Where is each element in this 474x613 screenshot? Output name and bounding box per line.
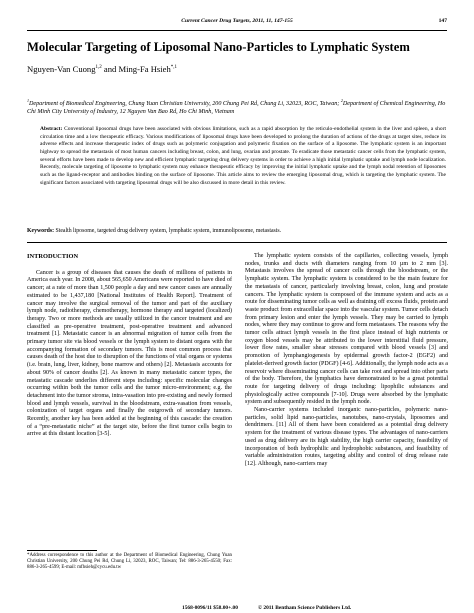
journal-citation: Current Cancer Drug Targets, 2011, 11, 147-155 bbox=[181, 18, 293, 24]
abstract bbox=[40, 126, 446, 187]
footnote-rule bbox=[27, 550, 97, 551]
issn-price: 1568-0096/11 $58.00+.00 bbox=[182, 605, 238, 611]
affiliation-1: Department of Biomedical Engineering, Chung Yuan Christian University, 200 Chung Pei Rd, Chung Li, 32023, ROC, Taiwan; bbox=[29, 101, 341, 108]
section-rule bbox=[27, 242, 447, 243]
section-heading-introduction: INTRODUCTION bbox=[27, 253, 79, 260]
second-author: and Ming-Fa Hsieh bbox=[101, 63, 171, 74]
correspondence-footnote: *Address correspondence to this author at the Department of Biomedical Engineering, Chung Yuan Christian University, 200 Chung Pei Rd, Chung Li, 32023, ROC, Taiwan; Tel: 886-3-265-4550; Fax: 886-3-265-4599; E-mail: mfhsieh@cycu.edu.tw bbox=[27, 553, 232, 571]
author-line bbox=[27, 63, 177, 74]
affiliation-2: Department of Chemical Engineering, Ho Chi Minh City University of Industry, 12 Nguyen Van Bao Rd, Ho Chi Minh, Vietnam bbox=[27, 101, 446, 115]
affiliation-1-sup: 1 bbox=[27, 98, 29, 103]
keywords bbox=[27, 228, 448, 236]
page-footer bbox=[0, 605, 474, 613]
intro-paragraph-3: Nano-carrier systems included inorganic nano-particles, polymeric nano-particles, solid lipid nano-particles, nanotubes, nano-crystals, liposomes and dendrimers. [11] All of them have been considered as a potential drug delivery system for the treatment of various disease types. The advantages of nano-carriers used as drug delivery are its high stability, the high carrier capacity, feasibility of incorporation of both hydrophilic and hydrophobic substances, and feasibility of variable administration routes, targeting ability and control of drug release rate [12]. Although, nano-carriers may bbox=[245, 407, 448, 467]
intro-paragraph-1: Cancer is a group of diseases that causes the death of millions of patients in America each year. In 2008, about 565,650 Americans were reported to have died of cancer; at a rate of more than 1,500 people a day and new cancer cases are annually estimated to be 1,437,180 [National Institutes of Health Report]. Treatment of cancer may involve the surgical removal of the tumor and part of the auxiliary lymph node, radiotherapy, chemotherapy, hormone therapy and targeted (localized) therapy. Two or more methods are usually utilized in the cancer treatment and are classified as pre-operative treatment, post-operative treatment and advanced treatment [1]. Metastatic cancer is an abnormal migration of tumor cells from the primary tumor site via blood vessels or the lymph system to distant organs with the accompanying formation of secondary tumors. This is most common process that causes death of the host due to disruption of the functions of vital organs or systems (i.e. brain, lung, liver, kidney, bone marrow and others) [2]. Metastasis accounts for about 90% of cancer deaths [2]. As known in many metastatic cancer types, the metastatic cascade underlies different steps including: specific molecular changes occurring within both the tumor cells and the tumor micro-environment; e.g. the detachment into the tumor stroma, intra-vasation into pre-existing and newly formed blood and lymph vessels, survival in the bloodstream, extra-vasation from vessels, colonization of target organs and finally the outgrowth of secondary tumors. Recently, another key has been added at the beginning of this cascade: the creation of a “pre-metastatic niche” at the target site, before the first tumor cells begin to arrive at this distant location [3-5]. bbox=[27, 269, 232, 438]
article-title: Molecular Targeting of Liposomal Nano-Particles to Lymphatic System bbox=[27, 40, 410, 54]
abstract-text: Conventional liposomal drugs have been associated with obvious limitations, such as a rapid absorption by the reticulo-endothelial system in the liver and spleen, a short circulation time and a low therapeutic efficacy. Various modifications of liposomal drugs have been developed to prolong the duration of actions of the drugs at target sites, reduce its adverse effects and increase therapeutic index of drugs such as polymeric conjugation and polymeric fixation on the surface of a liposome. The lymphatic system is an important highway to spread the metastasis of most human cancers including breast, colon, and lung, ovarian and prostate. To eradicate those metastatic cancer cells from the lymphatic system, several efforts have been made to develop new and efficient lymphatic targeting drug delivery systems in order to achieve a high initial lymphatic uptake and lymph node localization. Recently, molecule targeting of liposome to lymphatic system may enhance therapeutic efficacy by improving the initial lymphatic uptake and the lymph nodal retention of liposomes such as the ligand-receptor and antibodies binding on the surface of liposome. This article aims to review the emerging liposomal drug, which is targeting the lymphatic system. The significant factors associated with targeting liposomal drugs will be also discussed in more detail in this review. bbox=[40, 126, 446, 186]
left-column bbox=[27, 253, 232, 439]
header-rule bbox=[27, 30, 447, 31]
first-author-sup: 1,2 bbox=[95, 65, 102, 70]
second-author-sup: *,1 bbox=[170, 65, 177, 70]
keywords-label: Keywords: bbox=[27, 228, 55, 234]
publisher-copyright: © 2011 Bentham Science Publishers Ltd. bbox=[258, 605, 352, 611]
intro-paragraph-2: The lymphatic system consists of the capillaries, collecting vessels, lymph nodes, trunks and ducts with diameters ranging from 10 µm to 2 mm [3]. Metastasis involves the spread of cancer cells through the bloodstream, or the lymphatic system. The lymphatic system is considered to be the main feature for the metastasis of cancer, particularly involving breast, colon, lung and prostate cancers. The lymphatic system is composed of the immune system and acts as a route for disseminating tumor cells as well as draining off excess fluids, protein and waste product from extracellular space into the vascular system. Tumor cells detach from primary lesion and enter the lymph vessels. They may be carried to lymph nodes, where they may continue to grow and form metastases. The reasons why the tumor cells attract lymph vessels in the first place instead of high nutrients or oxygen blood vessels may be attributed to the lower interstitial fluid pressure, lower flow rates, smaller shear stresses compared with blood vessels [3] and promotion of lymphangiogenesis by epidermal growth factor-2 (EGF2) and platelet-derived growth factor (PDGF) [4-6]. Additionally, the lymph node acts as a reservoir where disseminating cancer cells can take root and spread into other parts of the body. Therefore, the lymphatics have demonstrated to be a great potential route for targeting delivery of drugs including: lipophilic substances and physiologically active compounds [7-10]. Drugs were absorbed by the lymphatic system and subsequently resided in the lymph node. bbox=[245, 253, 448, 406]
affiliation-2-sup: 2 bbox=[340, 98, 343, 103]
abstract-label: Abstract: bbox=[40, 126, 63, 132]
first-author: Nguyen-Van Cuong bbox=[27, 63, 96, 74]
affiliations bbox=[27, 97, 448, 116]
right-column bbox=[245, 253, 448, 469]
running-head bbox=[0, 18, 474, 30]
keywords-text: Stealth liposome, targeted drug delivery system, lymphatic system, immunoliposome, metastasis. bbox=[54, 228, 282, 234]
page-number: 147 bbox=[438, 18, 447, 24]
